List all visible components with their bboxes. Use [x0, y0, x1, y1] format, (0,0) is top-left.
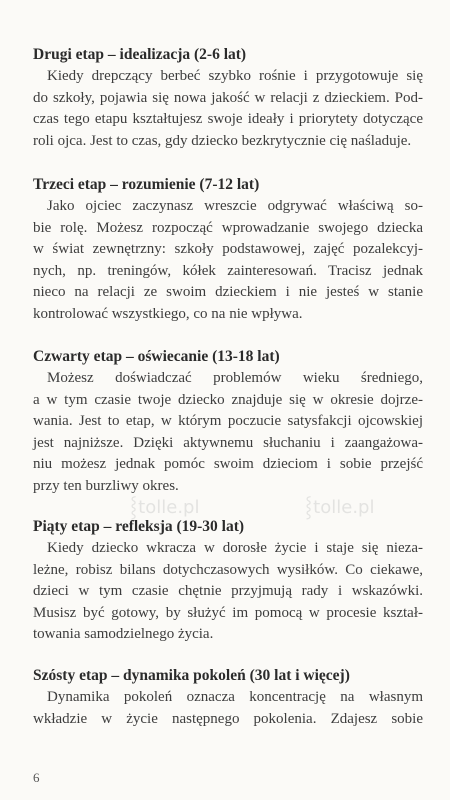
paragraph-line: a w tym czasie twoje dziecko znajduje się w okresie dojrze-: [33, 391, 423, 408]
section-second-stage: [33, 44, 423, 152]
paragraph-line: do szkoły, pojawia się nowa jakość w relacji z dzieckiem. Pod-: [33, 89, 423, 106]
section-heading: Szósty etap – dynamika pokoleń (30 lat i więcej): [33, 667, 350, 684]
section-heading: Piąty etap – refleksja (19-30 lat): [33, 518, 245, 535]
paragraph-line: w świat zewnętrzny: szkoły podstawowej, zajęć pozalekcyj-: [33, 241, 423, 258]
paragraph-line: Kiedy drepczący berbeć szybko rośnie i przygotowuje się: [47, 68, 423, 84]
paragraph-line: niu możesz jednak pomóc swoim dzieciom i sobie przejść: [33, 456, 423, 473]
watermark-icon: ⸾: [130, 494, 138, 518]
paragraph-line: roli ojca. Jest to czas, gdy dziecko bezkrytycznie cię naśladuje.: [33, 132, 412, 149]
paragraph-line: dzieci w tym czasie chętnie przyjmują rady i wskazówki.: [33, 583, 423, 600]
paragraph-line: wania. Jest to etap, w którym poczucie satysfakcji ojcowskiej: [33, 413, 423, 430]
paragraph-line: Kiedy dziecko wkracza w dorosłe życie i staje się nieza-: [47, 540, 423, 556]
paragraph-line: towania samodzielnego życia.: [33, 626, 214, 643]
paragraph-line: wkładzie w życie następnego pokolenia. Zdajesz sobie: [33, 710, 423, 727]
paragraph-line: Możesz doświadczać problemów wieku średniego,: [47, 370, 423, 386]
paragraph-line: nych, np. treningów, kółek zainteresowań. Tracisz jednak: [33, 262, 423, 279]
paragraph-line: nieco na relacji ze swoim dzieckiem i nie jesteś w stanie: [33, 284, 423, 301]
paragraph-line: czas tego etapu kształtujesz swoje ideały i priorytety dotyczące: [33, 111, 423, 128]
paragraph-line: Musisz być gotowy, by służyć im pomocą w procesie kształ-: [33, 604, 423, 621]
paragraph-line: Jako ojciec zaczynasz wreszcie odgrywać właściwą so-: [47, 198, 423, 214]
paragraph-line: kontrolować wszystkiego, co na nie wpływa.: [33, 305, 303, 322]
section-sixth-stage: [33, 665, 423, 730]
paragraph-line: przy ten burzliwy okres.: [33, 477, 179, 494]
paragraph-line: Dynamika pokoleń oznacza koncentrację na własnym: [47, 689, 423, 705]
section-heading: Drugi etap – idealizacja (2-6 lat): [33, 46, 247, 63]
section-heading: Trzeci etap – rozumienie (7-12 lat): [33, 176, 260, 193]
section-third-stage: [33, 174, 423, 326]
paragraph-line: jest najniższe. Dzięki aktywnemu słuchaniu i zaangażowa-: [33, 434, 423, 451]
section-heading: Czwarty etap – oświecanie (13-18 lat): [33, 348, 280, 365]
watermark-logo: ⸾tolle.pl: [305, 494, 375, 518]
paragraph-line: bie rolę. Możesz rozpocząć wprowadzanie swojego dziecka: [33, 219, 423, 236]
section-fourth-stage: [33, 346, 423, 498]
section-fifth-stage: [33, 516, 423, 646]
paragraph-line: leżne, robisz bilans dotychczasowych wysiłków. Co ciekawe,: [33, 561, 423, 578]
watermark-logo: ⸾tolle.pl: [130, 494, 200, 518]
watermark-icon: ⸾: [305, 494, 313, 518]
page-number: 6: [33, 770, 40, 785]
